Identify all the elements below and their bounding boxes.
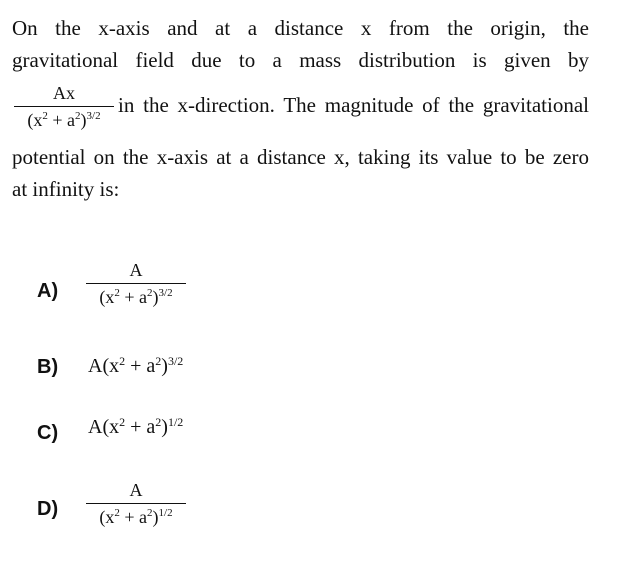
option-b-text[interactable]: $A(x^2 + a^2)^{3/2}$ [88,354,184,377]
fraction-bar [86,283,186,284]
question-line-1: On the x-axis and at a distance x from the origin, the [12,16,589,40]
field-fraction [14,82,114,130]
field-denominator: $(x^2 + a^2)^{3/2}$ [27,110,101,130]
fraction-bar [86,503,186,504]
option-a-numerator: A [129,260,143,280]
option-a-denominator: $(x^2 + a^2)^{3/2}$ [99,287,173,307]
option-d-denominator: $(x^2 + a^2)^{1/2}$ [99,507,173,527]
field-numerator: Ax [53,83,75,103]
question-line-4: potential on the x-axis at a distance x, taking its value to be zero [12,145,589,169]
question-line-5: at infinity is: [12,177,120,201]
option-a-label[interactable]: A) [37,280,59,302]
option-d-label[interactable]: D) [37,498,59,520]
option-c-text[interactable]: $A(x^2 + a^2)^{1/2}$ [88,415,184,438]
option-a-fraction[interactable] [86,259,186,307]
question-line-3: in the x-direction. The magnitude of the gravitational [118,93,589,117]
option-b-label[interactable]: B) [37,356,59,378]
option-d-fraction[interactable] [86,479,186,527]
fraction-bar [14,106,114,107]
option-d-numerator: A [129,480,143,500]
question-line-2: gravitational field due to a mass distribution is given by [12,48,589,72]
option-c-label[interactable]: C) [37,422,59,444]
